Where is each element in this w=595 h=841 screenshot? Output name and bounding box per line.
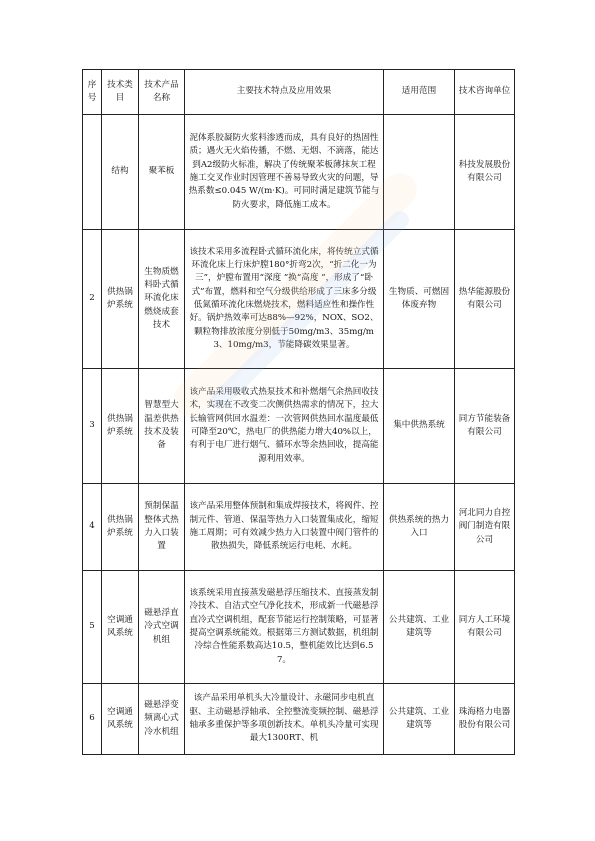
table-row bbox=[83, 369, 515, 484]
cell-category: 空调通风系统 bbox=[102, 684, 139, 755]
cell-category: 供热锅炉系统 bbox=[102, 484, 139, 571]
technology-table bbox=[82, 69, 515, 755]
cell-product: 智慧型大温差供热技术及装备 bbox=[139, 369, 185, 484]
cell-seq: 4 bbox=[83, 484, 102, 571]
cell-scope: 公共建筑、工业建筑等 bbox=[384, 571, 455, 684]
cell-product: 磁悬浮变频离心式冷水机组 bbox=[139, 684, 185, 755]
cell-features: 该产品采用单机头大冷量设计、永磁同步电机直驱、主动磁悬浮轴承、全控整流变频控制、磁悬浮轴承多重保护等多项创新技术。单机头冷量可实现最大1300RT、机 bbox=[185, 684, 384, 755]
cell-unit: 珠海格力电器股份有限公司 bbox=[455, 684, 515, 755]
cell-features: 该产品采用吸收式热泵技术和补燃烟气余热回收技术，实现在不改变二次侧供热需求的情况下，拉大长输管网供回水温差：一次管网供热回水温度最低可降至20℃，热电厂的供热能力增大40%以上，有利于电厂进行烟气、循环水等余热回收，提高能源利用效率。 bbox=[185, 369, 384, 484]
cell-unit: 同方节能装备有限公司 bbox=[455, 369, 515, 484]
cell-seq bbox=[83, 115, 102, 230]
cell-unit: 科技发展股份有限公司 bbox=[455, 115, 515, 230]
cell-scope bbox=[384, 115, 455, 230]
cell-seq: 6 bbox=[83, 684, 102, 755]
cell-scope: 集中供热系统 bbox=[384, 369, 455, 484]
table-row bbox=[83, 684, 515, 755]
cell-seq: 3 bbox=[83, 369, 102, 484]
header-product: 技术产品名称 bbox=[139, 70, 185, 115]
cell-product: 预制保温整体式热力入口装置 bbox=[139, 484, 185, 571]
cell-seq: 5 bbox=[83, 571, 102, 684]
table-header-row bbox=[83, 70, 515, 115]
cell-product: 聚苯板 bbox=[139, 115, 185, 230]
cell-scope: 公共建筑、工业建筑等 bbox=[384, 684, 455, 755]
header-features: 主要技术特点及应用效果 bbox=[185, 70, 384, 115]
cell-scope: 生物质、可燃固体废弃物 bbox=[384, 230, 455, 369]
cell-product: 磁悬浮直冷式空调机组 bbox=[139, 571, 185, 684]
cell-features: 泥体系胶凝防火浆料渗透而成，具有良好的热固性质；遇火无火焰传播，不燃、无烟、不滴落，能达到A2级防火标准，解决了传统聚苯板薄抹灰工程施工交叉作业时因管理不善易导致火灾的问题，导热系数≤0.045 W/(m·K)。可同时满足建筑节能与防火要求，降低施工成本。 bbox=[185, 115, 384, 230]
cell-features: 该系统采用直接蒸发磁悬浮压缩技术、直接蒸发制冷技术、自洁式空气净化技术，形成新一代磁悬浮直冷式空调机组，配套节能运行控制策略，可显著提高空调系统能效。根据第三方测试数据，机组制冷综合性能系数高达10.5，整机能效比达到6.57。 bbox=[185, 571, 384, 684]
header-unit: 技术咨询单位 bbox=[455, 70, 515, 115]
cell-features: 该产品采用整体预制和集成焊接技术，将阀件、控制元件、管道、保温等热力入口装置集成化，缩短施工周期；可有效减少热力入口装置中阀门管件的散热损失，降低系统运行电耗、水耗。 bbox=[185, 484, 384, 571]
header-category: 技术类目 bbox=[102, 70, 139, 115]
header-seq: 序号 bbox=[83, 70, 102, 115]
cell-category: 结构 bbox=[102, 115, 139, 230]
cell-features: 该技术采用多流程卧式循环流化床，将传统立式循环流化床上行床炉膛180°折弯2次，“折二化一为三”，炉膛布置用“深度 ”换“高度 ”，形成了“卧式”布置，燃料和空气分级供给形成了三床多分级低氮循环流化床燃烧技术，燃料适应性和操作性好。锅炉热效率可达88%—92%，NOX、SO2、颗粒物排放浓度分别低于50mg/m3、35mg/m3、10mg/m3，节能降碳效果显著。 bbox=[185, 230, 384, 369]
cell-category: 空调通风系统 bbox=[102, 571, 139, 684]
table-row bbox=[83, 571, 515, 684]
header-scope: 适用范围 bbox=[384, 70, 455, 115]
cell-category: 供热锅炉系统 bbox=[102, 230, 139, 369]
table-row bbox=[83, 484, 515, 571]
table-row bbox=[83, 115, 515, 230]
cell-scope: 供热系统的热力入口 bbox=[384, 484, 455, 571]
cell-unit: 同方人工环境有限公司 bbox=[455, 571, 515, 684]
cell-unit: 热华能源股份有限公司 bbox=[455, 230, 515, 369]
cell-category: 供热锅炉系统 bbox=[102, 369, 139, 484]
cell-product: 生物质燃料卧式循环流化床燃烧成套技术 bbox=[139, 230, 185, 369]
cell-unit: 河北同力自控阀门制造有限公司 bbox=[455, 484, 515, 571]
table-row bbox=[83, 230, 515, 369]
cell-seq: 2 bbox=[83, 230, 102, 369]
